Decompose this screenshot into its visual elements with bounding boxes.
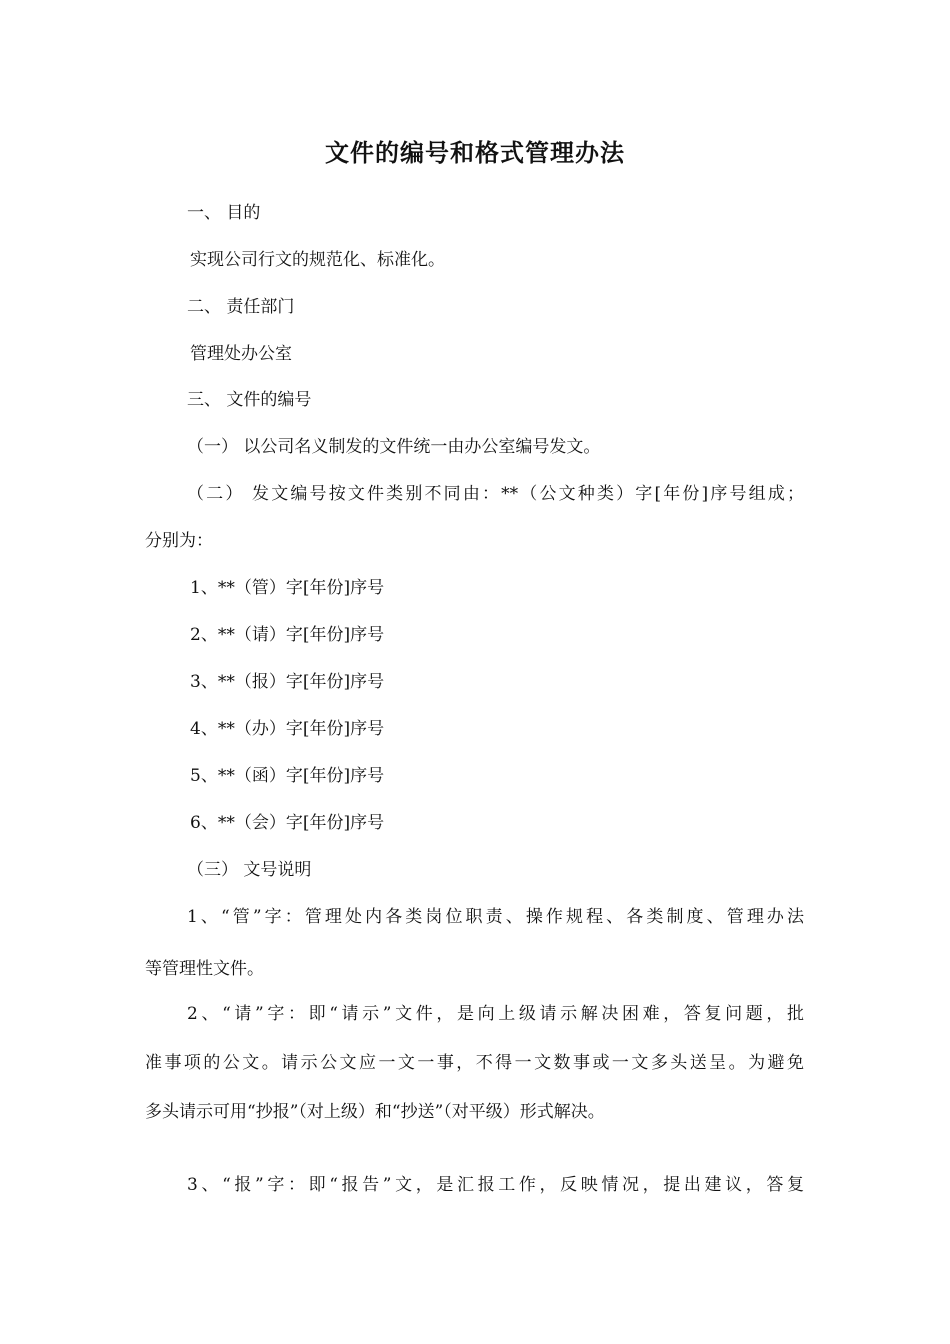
paragraph-purpose: 实现公司行文的规范化、标准化。 [190, 250, 445, 270]
paragraph-line: 2、“请”字：即“请示”文件，是向上级请示解决困难，答复问题，批 [187, 1004, 804, 1024]
paragraph-line: 1、“管”字：管理处内各类岗位职责、操作规程、各类制度、管理办法 [187, 907, 804, 927]
list-item: 3、**（报）字[年份]序号 [190, 672, 385, 692]
clause-3: （三） 文号说明 [187, 860, 312, 880]
list-item: 1、**（管）字[年份]序号 [190, 578, 385, 598]
paragraph-line: 等管理性文件。 [145, 959, 264, 979]
clause-2-continued: 分别为： [145, 531, 213, 551]
clause-1: （一） 以公司名义制发的文件统一由办公室编号发文。 [187, 437, 601, 457]
paragraph-line: 多头请示可用“抄报”（对上级）和“抄送”（对平级）形式解决。 [145, 1102, 605, 1122]
section-heading-numbering: 三、 文件的编号 [187, 390, 312, 410]
list-item: 2、**（请）字[年份]序号 [190, 625, 385, 645]
list-item: 5、**（函）字[年份]序号 [190, 766, 385, 786]
list-item: 6、**（会）字[年份]序号 [190, 813, 385, 833]
paragraph-department: 管理处办公室 [190, 344, 292, 364]
paragraph-line: 3、“报”字：即“报告”文，是汇报工作，反映情况，提出建议，答复 [187, 1175, 804, 1195]
section-heading-purpose: 一、 目的 [187, 203, 261, 223]
list-item: 4、**（办）字[年份]序号 [190, 719, 385, 739]
clause-2: （二） 发文编号按文件类别不同由：**（公文种类）字[年份]序号组成； [187, 484, 804, 504]
section-heading-department: 二、 责任部门 [187, 297, 295, 317]
document-title: 文件的编号和格式管理办法 [325, 139, 625, 167]
paragraph-line: 准事项的公文。请示公文应一文一事，不得一文数事或一文多头送呈。为避免 [145, 1053, 804, 1073]
